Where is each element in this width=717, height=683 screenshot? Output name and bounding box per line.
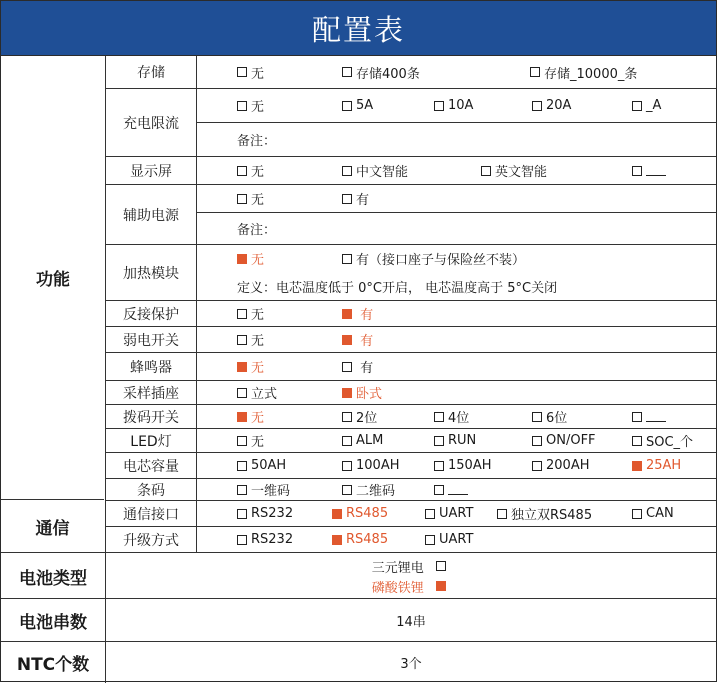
option-capacity-150[interactable]: 150AH: [434, 453, 491, 478]
option-dip-2[interactable]: 2位: [342, 405, 377, 428]
label-barcode: 条码: [105, 478, 196, 500]
checkbox-icon[interactable]: [497, 509, 507, 519]
label-dip-switch: 拨码开关: [105, 404, 196, 428]
row-charge-note: [196, 122, 716, 156]
option-heating-yes[interactable]: 有（接口座子与保险丝不装）: [342, 245, 525, 272]
label-weak-switch: 弱电开关: [105, 326, 196, 352]
battery-type-options: [105, 553, 716, 599]
row-reverse-protect: [196, 300, 716, 326]
checkbox-checked-icon[interactable]: [342, 388, 352, 398]
label-display: 显示屏: [105, 156, 196, 184]
option-buzzer-yes[interactable]: 有: [342, 353, 373, 380]
option-barcode-custom[interactable]: [434, 479, 468, 500]
checkbox-icon[interactable]: [481, 166, 491, 176]
category-ntc: NTC个数: [16, 655, 90, 675]
category-communication: 通信: [1, 499, 104, 552]
row-aux-power: [196, 184, 716, 212]
row-heating: [196, 244, 716, 272]
option-barcode-2d[interactable]: 二维码: [342, 479, 395, 500]
checkbox-icon[interactable]: [342, 436, 352, 446]
checkbox-icon[interactable]: [530, 67, 540, 77]
checkbox-icon[interactable]: [237, 388, 247, 398]
checkbox-icon[interactable]: [237, 166, 247, 176]
row-sampling-socket: [196, 380, 716, 404]
checkbox-checked-icon[interactable]: [237, 412, 247, 422]
checkbox-icon[interactable]: [436, 561, 446, 571]
label-sampling-socket: 采样插座: [105, 380, 196, 404]
label-led: LED灯: [105, 428, 196, 452]
option-dip-custom[interactable]: [632, 405, 666, 428]
row-weak-switch: [196, 326, 716, 352]
option-led-none[interactable]: 无: [237, 429, 264, 452]
option-aux-yes[interactable]: 有: [342, 185, 369, 212]
heating-definition: 定义：电芯温度低于 0°C开启， 电芯温度高于 5°C关闭: [237, 280, 558, 296]
checkbox-icon[interactable]: [434, 412, 444, 422]
option-capacity-200[interactable]: 200AH: [532, 453, 589, 478]
option-comm-rs232[interactable]: RS232: [237, 501, 293, 526]
option-comm-dual-rs485[interactable]: 独立双RS485: [497, 501, 592, 526]
option-reverse-none[interactable]: 无: [237, 301, 264, 326]
checkbox-checked-icon[interactable]: [342, 335, 352, 345]
checkbox-checked-icon[interactable]: [237, 362, 247, 372]
checkbox-icon[interactable]: [237, 461, 247, 471]
row-heating-definition: [196, 272, 716, 300]
category-battery-series: 电池串数: [19, 613, 87, 633]
option-led-soc[interactable]: SOC_个: [632, 429, 693, 452]
checkbox-icon[interactable]: [237, 194, 247, 204]
blank-line: [448, 484, 468, 495]
option-comm-uart[interactable]: UART: [425, 501, 473, 526]
checkbox-icon[interactable]: [342, 166, 352, 176]
option-charge-20a[interactable]: 20A: [532, 89, 571, 122]
row-battery-series: [1, 598, 716, 641]
checkbox-icon[interactable]: [632, 509, 642, 519]
option-socket-horizontal[interactable]: 卧式: [342, 381, 382, 404]
option-display-none[interactable]: 无: [237, 157, 264, 184]
option-heating-none[interactable]: 无: [237, 245, 264, 272]
checkbox-icon[interactable]: [237, 535, 247, 545]
option-display-english[interactable]: 英文智能: [481, 157, 547, 184]
option-dip-4[interactable]: 4位: [434, 405, 469, 428]
option-aux-none[interactable]: 无: [237, 185, 264, 212]
checkbox-checked-icon[interactable]: [632, 461, 642, 471]
checkbox-icon[interactable]: [632, 412, 642, 422]
category-battery-type: 电池类型: [19, 568, 87, 589]
row-buzzer: [196, 352, 716, 380]
label-reverse-protect: 反接保护: [105, 300, 196, 326]
checkbox-icon[interactable]: [237, 485, 247, 495]
option-socket-vertical[interactable]: 立式: [237, 381, 277, 404]
blank-line: [646, 411, 666, 422]
label-heating: 加热模块: [105, 244, 196, 300]
checkbox-icon[interactable]: [237, 335, 247, 345]
option-charge-5a[interactable]: 5A: [342, 89, 373, 122]
checkbox-icon[interactable]: [237, 309, 247, 319]
option-upgrade-rs485[interactable]: RS485: [332, 527, 388, 552]
checkbox-icon[interactable]: [342, 412, 352, 422]
option-upgrade-uart[interactable]: UART: [425, 527, 473, 552]
category-function: 功能: [36, 270, 70, 290]
checkbox-checked-icon[interactable]: [332, 509, 342, 519]
checkbox-icon[interactable]: [342, 461, 352, 471]
row-upgrade: [196, 526, 716, 552]
option-charge-10a[interactable]: 10A: [434, 89, 473, 122]
checkbox-icon[interactable]: [237, 436, 247, 446]
option-charge-none[interactable]: 无: [237, 89, 264, 122]
checkbox-icon[interactable]: [632, 101, 642, 111]
option-barcode-1d[interactable]: 一维码: [237, 479, 290, 500]
option-led-onoff[interactable]: ON/OFF: [532, 429, 596, 452]
checkbox-icon[interactable]: [532, 436, 542, 446]
row-storage: [196, 56, 716, 88]
checkbox-icon[interactable]: [237, 101, 247, 111]
option-buzzer-none[interactable]: 无: [237, 353, 264, 380]
option-storage-400[interactable]: 存储400条: [342, 56, 420, 88]
option-weak-yes[interactable]: 有: [342, 327, 373, 352]
checkbox-icon[interactable]: [434, 436, 444, 446]
row-dip-switch: [196, 404, 716, 428]
label-buzzer: 蜂鸣器: [105, 352, 196, 380]
checkbox-icon[interactable]: [342, 362, 352, 372]
charge-note-label: 备注：: [237, 134, 277, 149]
option-dip-none[interactable]: 无: [237, 405, 264, 428]
row-capacity: [196, 452, 716, 478]
page-title: 配置表: [1, 1, 716, 56]
option-led-run[interactable]: RUN: [434, 429, 476, 452]
ntc-value: 3个: [105, 642, 716, 683]
label-storage: 存储: [105, 56, 196, 88]
checkbox-icon[interactable]: [632, 436, 642, 446]
option-display-custom[interactable]: [632, 157, 666, 184]
row-comm-interface: [196, 500, 716, 526]
checkbox-checked-icon[interactable]: [436, 581, 446, 591]
checkbox-icon[interactable]: [434, 101, 444, 111]
option-capacity-25[interactable]: 25AH: [632, 453, 681, 478]
checkbox-icon[interactable]: [237, 67, 247, 77]
label-capacity: 电芯容量: [105, 452, 196, 478]
checkbox-checked-icon[interactable]: [342, 309, 352, 319]
blank-line: [646, 165, 666, 176]
checkbox-icon[interactable]: [342, 254, 352, 264]
option-weak-none[interactable]: 无: [237, 327, 264, 352]
row-ntc: [1, 641, 716, 682]
option-battery-lfp[interactable]: 磷酸铁锂: [372, 576, 450, 596]
row-barcode: [196, 478, 716, 500]
checkbox-icon[interactable]: [342, 67, 352, 77]
option-charge-custom[interactable]: _A: [632, 89, 661, 122]
option-upgrade-rs232[interactable]: RS232: [237, 527, 293, 552]
checkbox-icon[interactable]: [425, 535, 435, 545]
option-capacity-100[interactable]: 100AH: [342, 453, 399, 478]
row-battery-type: [1, 552, 716, 598]
option-dip-6[interactable]: 6位: [532, 405, 567, 428]
row-charge-limit: [196, 88, 716, 122]
label-charge-limit: 充电限流: [105, 88, 196, 156]
checkbox-icon[interactable]: [532, 412, 542, 422]
checkbox-icon[interactable]: [532, 101, 542, 111]
label-aux-power: 辅助电源: [105, 184, 196, 244]
checkbox-checked-icon[interactable]: [332, 535, 342, 545]
option-comm-can[interactable]: CAN: [632, 501, 674, 526]
option-display-chinese[interactable]: 中文智能: [342, 157, 408, 184]
checkbox-icon[interactable]: [632, 166, 642, 176]
option-comm-rs485[interactable]: RS485: [332, 501, 388, 526]
option-storage-10000[interactable]: 存储_10000_条: [530, 56, 637, 88]
checkbox-icon[interactable]: [532, 461, 542, 471]
row-display: [196, 156, 716, 184]
label-upgrade: 升级方式: [105, 526, 196, 552]
checkbox-icon[interactable]: [342, 485, 352, 495]
option-reverse-yes[interactable]: 有: [342, 301, 373, 326]
option-storage-none[interactable]: 无: [237, 56, 264, 88]
checkbox-icon[interactable]: [342, 101, 352, 111]
checkbox-icon[interactable]: [237, 509, 247, 519]
option-capacity-50[interactable]: 50AH: [237, 453, 286, 478]
checkbox-icon[interactable]: [434, 485, 444, 495]
row-led: [196, 428, 716, 452]
checkbox-checked-icon[interactable]: [237, 254, 247, 264]
option-led-alm[interactable]: ALM: [342, 429, 383, 452]
aux-note-label: 备注：: [237, 223, 277, 238]
checkbox-icon[interactable]: [425, 509, 435, 519]
checkbox-icon[interactable]: [434, 461, 444, 471]
row-aux-note: [196, 212, 716, 244]
battery-series-value: 14串: [105, 599, 716, 642]
option-battery-ternary[interactable]: 三元锂电: [372, 556, 450, 576]
checkbox-icon[interactable]: [342, 194, 352, 204]
label-comm-interface: 通信接口: [105, 500, 196, 526]
